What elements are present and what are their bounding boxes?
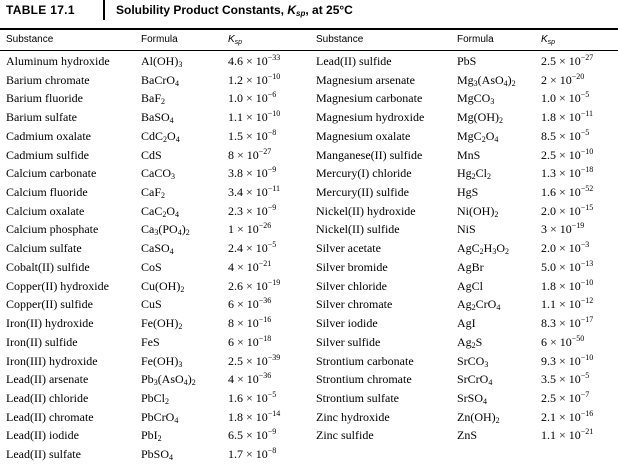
ksp-cell: $1.2 \times 10^{-10}$ [228, 71, 281, 87]
substance-cell: Copper(II) sulfide [6, 297, 93, 312]
table-row [310, 183, 618, 202]
table-row [310, 370, 618, 389]
substance-cell: Calcium fluoride [6, 185, 88, 200]
ksp-cell: $1.8 \times 10^{-11}$ [541, 109, 593, 125]
formula-cell: CaF$_2$ [141, 185, 166, 201]
table-row [0, 52, 310, 71]
formula-cell: BaF$_2$ [141, 91, 166, 107]
table-row [310, 295, 618, 314]
table-row [0, 408, 310, 427]
formula-cell: MgCO$_3$ [457, 91, 495, 107]
ksp-cell: $3.5 \times 10^{-5}$ [541, 371, 590, 387]
ksp-cell: $1.7 \times 10^{-8}$ [228, 446, 277, 462]
formula-cell: PbSO$_4$ [141, 447, 174, 463]
substance-cell: Zinc hydroxide [316, 409, 390, 424]
substance-cell: Aluminum hydroxide [6, 54, 110, 68]
ksp-cell: $2.1 \times 10^{-16}$ [541, 408, 594, 424]
column-header-formula-left: Formula [141, 34, 178, 45]
ksp-cell: $2.0 \times 10^{-15}$ [541, 202, 594, 218]
substance-cell: Mercury(II) sulfide [316, 185, 409, 200]
table-row [310, 277, 618, 296]
table-row [310, 164, 618, 183]
table-row [0, 426, 310, 445]
formula-cell: CuS [141, 297, 162, 312]
column-header-ksp-right: $K_{sp}$ [541, 34, 556, 46]
formula-cell: SrCrO$_4$ [457, 372, 493, 388]
table-row [310, 220, 618, 239]
formula-cell: $Ag_2S$ [457, 334, 483, 350]
formula-cell: CoS [141, 259, 162, 274]
formula-cell: $Al(OH)_3$ [141, 54, 183, 69]
formula-cell: $MgC_2O_4$ [457, 128, 499, 144]
table-row [0, 220, 310, 239]
ksp-cell: $9.3 \times 10^{-10}$ [541, 352, 594, 368]
top-rule [0, 28, 618, 30]
ksp-cell: $4 \times 10^{-36}$ [228, 371, 272, 387]
substance-cell: Magnesium oxalate [316, 128, 411, 143]
substance-cell: Silver chloride [316, 278, 387, 293]
ksp-cell: $2.6 \times 10^{-19}$ [228, 277, 281, 293]
ksp-cell: $1.3 \times 10^{-18}$ [541, 165, 594, 181]
ksp-cell: $4 \times 10^{-21}$ [228, 258, 272, 274]
substance-cell: Nickel(II) hydroxide [316, 203, 416, 218]
table-number: TABLE 17.1 [6, 3, 75, 17]
substance-cell: Nickel(II) sulfide [316, 222, 400, 237]
table-row [0, 239, 310, 258]
formula-cell: HgS [457, 185, 479, 200]
substance-cell: Lead(II) chloride [6, 390, 89, 405]
right-table-body [310, 52, 618, 445]
table-row [310, 426, 618, 445]
substance-cell: Copper(II) hydroxide [6, 278, 109, 293]
formula-cell: $Ca_3(PO_4)_2$ [141, 222, 190, 238]
ksp-cell: $2.3 \times 10^{-9}$ [228, 202, 277, 218]
ksp-cell: $5.0 \times 10^{-13}$ [541, 258, 594, 274]
ksp-cell: $1.1 \times 10^{-10}$ [228, 109, 281, 125]
formula-cell: AgBr [457, 259, 484, 274]
formula-cell: PbCl$_2$ [141, 390, 170, 406]
formula-cell: PbI$_2$ [141, 428, 162, 444]
substance-cell: Barium chromate [6, 72, 90, 87]
formula-cell: $Cu(OH)_2$ [141, 278, 185, 294]
formula-cell: PbS [457, 54, 477, 68]
ksp-cell: $2.5 \times 10^{-39}$ [228, 352, 281, 368]
ksp-cell: $1 \times 10^{-26}$ [228, 221, 272, 237]
substance-cell: Calcium phosphate [6, 222, 99, 237]
table-row [310, 202, 618, 221]
substance-cell: Iron(II) sulfide [6, 334, 78, 349]
table-row [0, 71, 310, 90]
formula-cell: SrCO$_3$ [457, 353, 489, 369]
left-table-body [0, 52, 310, 464]
table-row [0, 314, 310, 333]
ksp-cell: $1.6 \times 10^{-5}$ [228, 389, 277, 405]
ksp-cell: $3.4 \times 10^{-11}$ [228, 184, 280, 200]
table-title: Solubility Product Constants, $K_{sp}$, at 25°C [116, 3, 353, 18]
table-row [0, 277, 310, 296]
ksp-cell: $6 \times 10^{-36}$ [228, 296, 272, 312]
column-header-substance-left: Substance [6, 34, 54, 45]
ksp-cell: $6 \times 10^{-18}$ [228, 333, 272, 349]
substance-cell: Lead(II) chromate [6, 409, 94, 424]
formula-cell: ZnS [457, 428, 478, 443]
formula-cell: $CaC_2O_4$ [141, 203, 180, 219]
substance-cell: Cadmium oxalate [6, 128, 91, 143]
table-row [310, 239, 618, 258]
substance-cell: Silver chromate [316, 297, 393, 312]
ksp-cell: $4.6 \times 10^{-33}$ [228, 53, 281, 68]
table-row [310, 333, 618, 352]
table-row [0, 352, 310, 371]
ksp-cell: $2 \times 10^{-20}$ [541, 71, 585, 87]
header-rule [0, 50, 618, 51]
ksp-cell: $2.5 \times 10^{-27}$ [541, 53, 594, 68]
column-header-formula-right: Formula [457, 34, 494, 45]
table-row [0, 258, 310, 277]
table-row [310, 408, 618, 427]
formula-cell: $Pb_3(AsO_4)_2$ [141, 372, 196, 388]
substance-cell: Lead(II) sulfate [6, 447, 81, 462]
ksp-cell: $2.0 \times 10^{-3}$ [541, 240, 590, 256]
table-row [0, 108, 310, 127]
substance-cell: Magnesium carbonate [316, 91, 423, 106]
formula-cell: NiS [457, 222, 476, 237]
table-row [0, 183, 310, 202]
substance-cell: Silver bromide [316, 259, 388, 274]
table-row [310, 258, 618, 277]
ksp-cell: $8 \times 10^{-16}$ [228, 315, 272, 331]
ksp-cell: $8.3 \times 10^{-17}$ [541, 315, 594, 331]
formula-cell: AgI [457, 316, 476, 331]
ksp-cell: $2.4 \times 10^{-5}$ [228, 240, 277, 256]
ksp-cell: $3 \times 10^{-19}$ [541, 221, 585, 237]
column-header-ksp-left: $K_{sp}$ [228, 34, 243, 46]
substance-cell: Strontium chromate [316, 372, 412, 387]
formula-cell: $Hg_2Cl_2$ [457, 166, 492, 182]
ksp-cell: $6.5 \times 10^{-9}$ [228, 427, 277, 443]
table-row [0, 127, 310, 146]
formula-cell: $Mg(OH)_2$ [457, 110, 503, 126]
substance-cell: Barium sulfate [6, 110, 77, 125]
title-separator [103, 0, 105, 20]
substance-cell: Calcium sulfate [6, 241, 82, 256]
formula-cell: $Ag_2CrO_4$ [457, 297, 501, 313]
ksp-cell: $1.0 \times 10^{-5}$ [541, 90, 590, 106]
table-row [310, 352, 618, 371]
ksp-cell: $8 \times 10^{-27}$ [228, 146, 272, 162]
formula-cell: SrSO$_4$ [457, 390, 488, 406]
substance-cell: Silver iodide [316, 316, 378, 331]
ksp-cell: $1.8 \times 10^{-10}$ [541, 277, 594, 293]
formula-cell: BaCrO$_4$ [141, 72, 179, 88]
ksp-cell: $2.5 \times 10^{-7}$ [541, 389, 590, 405]
table-row [310, 89, 618, 108]
table-row [0, 295, 310, 314]
table-row [310, 314, 618, 333]
substance-cell: Lead(II) iodide [6, 428, 79, 443]
formula-cell: $Mg_3(AsO_4)_2$ [457, 72, 516, 88]
table-row [0, 370, 310, 389]
substance-cell: Silver acetate [316, 241, 381, 256]
table-row [0, 89, 310, 108]
table-row [0, 146, 310, 165]
table-row [0, 333, 310, 352]
substance-cell: Manganese(II) sulfide [316, 147, 423, 162]
substance-cell: Strontium sulfate [316, 390, 399, 405]
substance-cell: Lead(II) arsenate [6, 372, 89, 387]
ksp-cell: $8.5 \times 10^{-5}$ [541, 127, 590, 143]
table-row [310, 52, 618, 71]
substance-cell: Barium fluoride [6, 91, 83, 106]
table-row [310, 71, 618, 90]
table-row [0, 445, 310, 464]
substance-cell: Cobalt(II) sulfide [6, 259, 90, 274]
table-row [310, 146, 618, 165]
formula-cell: $CdC_2O_4$ [141, 128, 180, 144]
formula-cell: BaSO$_4$ [141, 110, 174, 126]
formula-cell: AgCl [457, 278, 484, 293]
table-row [310, 389, 618, 408]
ksp-cell: $6 \times 10^{-50}$ [541, 333, 585, 349]
substance-cell: Zinc sulfide [316, 428, 374, 443]
ksp-cell: $3.8 \times 10^{-9}$ [228, 165, 277, 181]
ksp-cell: $2.5 \times 10^{-10}$ [541, 146, 594, 162]
formula-cell: CdS [141, 147, 162, 162]
ksp-cell: $1.1 \times 10^{-12}$ [541, 296, 594, 312]
substance-cell: Lead(II) sulfide [316, 54, 392, 68]
ksp-cell: $1.6 \times 10^{-52}$ [541, 184, 594, 200]
table-row [0, 164, 310, 183]
table-row [0, 389, 310, 408]
formula-cell: $Fe(OH)_3$ [141, 353, 183, 369]
substance-cell: Magnesium hydroxide [316, 110, 425, 125]
substance-cell: Calcium oxalate [6, 203, 85, 218]
substance-cell: Strontium carbonate [316, 353, 414, 368]
formula-cell: $Ni(OH)_2$ [457, 203, 499, 219]
ksp-cell: $1.0 \times 10^{-6}$ [228, 90, 277, 106]
formula-cell: CaCO$_3$ [141, 166, 175, 182]
formula-cell: MnS [457, 147, 481, 162]
substance-cell: Mercury(I) chloride [316, 166, 412, 181]
substance-cell: Iron(II) hydroxide [6, 316, 94, 331]
ksp-cell: $1.5 \times 10^{-8}$ [228, 127, 277, 143]
formula-cell: $AgC_2H_3O_2$ [457, 241, 510, 257]
formula-cell: CaSO$_4$ [141, 241, 174, 257]
formula-cell: FeS [141, 334, 160, 349]
ksp-cell: $1.8 \times 10^{-14}$ [228, 408, 281, 424]
substance-cell: Magnesium arsenate [316, 72, 415, 87]
substance-cell: Silver sulfide [316, 334, 381, 349]
table-row [0, 202, 310, 221]
substance-cell: Cadmium sulfide [6, 147, 89, 162]
formula-cell: $Fe(OH)_2$ [141, 316, 183, 332]
substance-cell: Iron(III) hydroxide [6, 353, 98, 368]
column-header-substance-right: Substance [316, 34, 364, 45]
table-row [310, 127, 618, 146]
formula-cell: $Zn(OH)_2$ [457, 409, 500, 425]
ksp-cell: $1.1 \times 10^{-21}$ [541, 427, 594, 443]
table-row [310, 108, 618, 127]
formula-cell: PbCrO$_4$ [141, 409, 179, 425]
substance-cell: Calcium carbonate [6, 166, 97, 181]
